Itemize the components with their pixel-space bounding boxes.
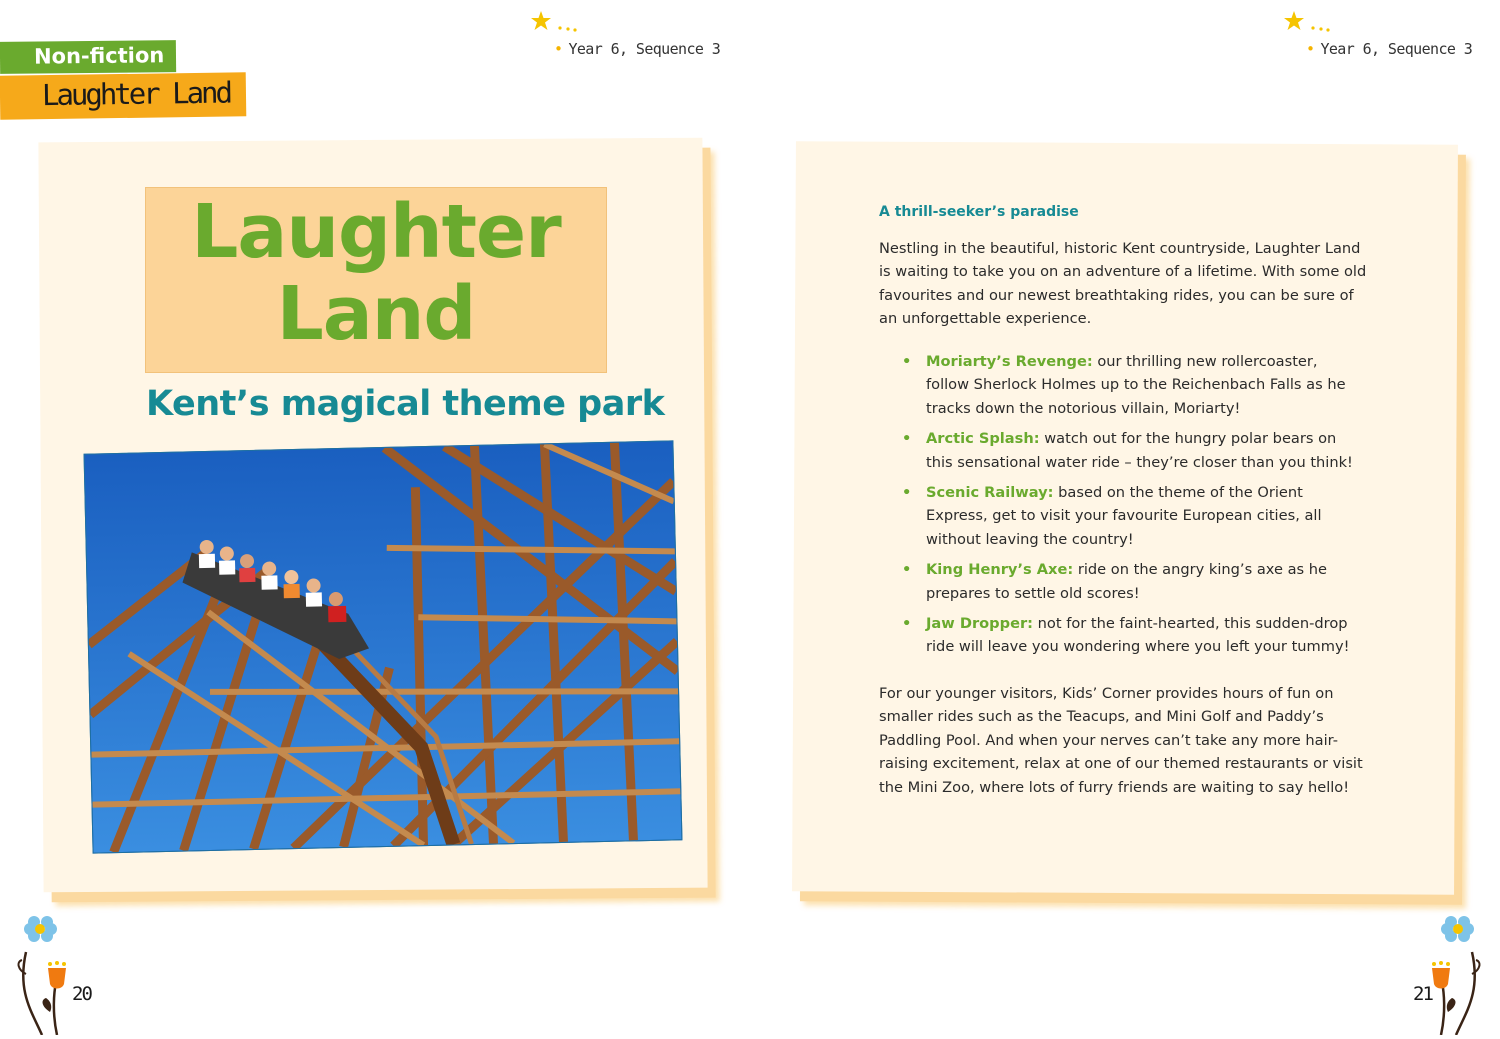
page-subtitle: Kent’s magical theme park [146, 384, 665, 424]
section-heading: A thrill-seeker’s paradise [879, 204, 1079, 220]
ride-name: Moriarty’s Revenge: [926, 353, 1093, 370]
running-head-left: • Year 6, Sequence 3 [554, 40, 721, 58]
bullet-dot-icon: • [554, 40, 563, 58]
rides-list [900, 350, 1360, 659]
bullet-icon: • [902, 353, 912, 370]
list-item [900, 427, 1360, 474]
rollercoaster-photo [84, 440, 683, 853]
running-head-right: • Year 6, Sequence 3 [1306, 40, 1473, 58]
bullet-icon: • [902, 484, 912, 502]
bullet-icon: • [902, 430, 912, 448]
bullet-icon: • [902, 615, 912, 633]
ride-name: King Henry’s Axe: [926, 561, 1074, 579]
ride-description: watch out for the hungry polar bears on this sensational water ride – they’re closer than you think! [926, 430, 1353, 471]
list-item [900, 612, 1360, 659]
ride-name: Arctic Splash: [926, 430, 1040, 448]
intro-paragraph: Nestling in the beautiful, historic Kent countryside, Laughter Land is waiting to take you on an adventure of a lifetime. With some old favourites and our newest breathtaking rides, you can be sure of an unforgettable experience. [879, 240, 1367, 328]
list-item [900, 350, 1360, 420]
list-item [900, 558, 1360, 605]
ride-name: Scenic Railway: [926, 484, 1054, 502]
star-decoration-icon [530, 10, 580, 34]
bullet-dot-icon: • [1306, 40, 1315, 58]
page-title-line1: Laughter [191, 189, 561, 275]
page-title-line2: Land [276, 271, 476, 357]
unit-label [0, 72, 246, 119]
title-box [145, 187, 607, 373]
flower-decoration-icon [12, 912, 82, 1035]
star-decoration-icon [1283, 10, 1333, 34]
outro-paragraph: For our younger visitors, Kids’ Corner provides hours of fun on smaller rides such as the Teacups, and Mini Golf and Paddy’s Paddling Pool. And when your nerves can’t take any more hair-raising excitement, relax at one of our themed restaurants or visit the Mini Zoo, where lots of furry friends are waiting to say hello! [879, 685, 1363, 796]
ride-description: our thrilling new rollercoaster, follow Sherlock Holmes up to the Reichenbach Falls as he tracks down the notorious villain, Moriarty! [926, 353, 1346, 417]
unit-label-text: Laughter Land [41, 75, 231, 113]
page-number-left: 20 [72, 983, 91, 1005]
ride-description: based on the theme of the Orient Express, get to visit your favourite European cities, all without leaving the country! [926, 484, 1322, 548]
ride-description: ride on the angry king’s axe as he prepares to settle old scores! [926, 561, 1327, 602]
list-item [900, 481, 1360, 551]
ride-description: not for the faint-hearted, this sudden-drop ride will leave you wondering where you left your tummy! [926, 615, 1350, 656]
page-number-right: 21 [1413, 983, 1432, 1005]
ride-name: Jaw Dropper: [926, 615, 1034, 633]
category-label-text: Non-fiction [33, 43, 165, 69]
bullet-icon: • [902, 561, 912, 579]
category-label [0, 40, 176, 74]
flower-decoration-icon [1416, 912, 1486, 1035]
